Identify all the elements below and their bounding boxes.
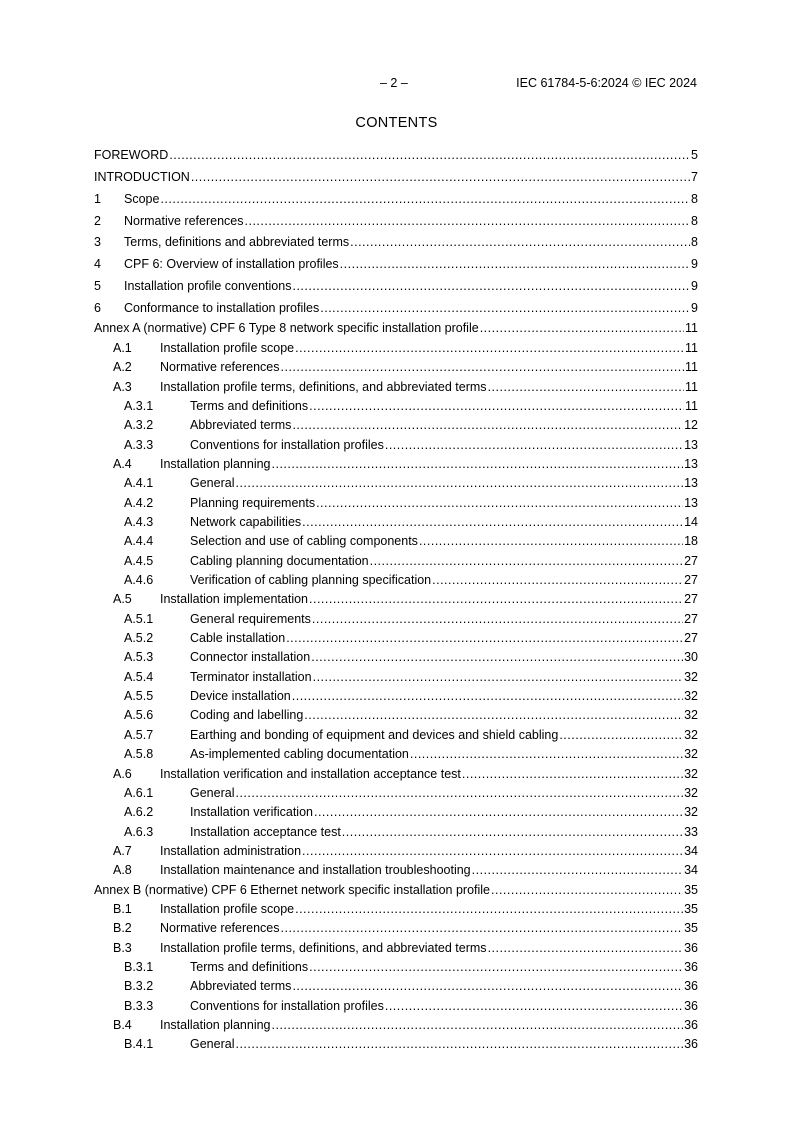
toc-entry[interactable] (94, 513, 698, 531)
toc-entry-title: Installation implementation (160, 592, 308, 607)
toc-entry[interactable] (94, 861, 698, 879)
toc-entry[interactable] (94, 977, 698, 995)
toc-entry-title: INTRODUCTION (94, 169, 190, 184)
toc-entry-title: Abbreviated terms (190, 979, 292, 994)
toc-entry-title: Planning requirements (190, 495, 316, 510)
toc-entry-number: A.5.7 (124, 727, 154, 742)
toc-entry[interactable] (94, 687, 698, 705)
toc-entry[interactable] (94, 212, 698, 230)
toc-entry-page: 11 (685, 379, 698, 394)
toc-entry-page: 34 (684, 843, 698, 858)
toc-entry-number: A.5.2 (124, 631, 154, 646)
toc-entry-page: 27 (684, 631, 698, 646)
toc-entry[interactable] (94, 726, 698, 744)
toc-entry-number: A.5.1 (124, 611, 154, 626)
toc-entry[interactable] (94, 168, 698, 186)
toc-entry-title: Abbreviated terms (190, 418, 292, 433)
dot-leader (281, 919, 684, 937)
toc-entry-title: FOREWORD (94, 148, 169, 162)
toc-entry-page: 35 (684, 882, 698, 897)
toc-entry-title: Device installation (190, 689, 291, 704)
toc-entry-number: B.4.1 (124, 1037, 154, 1052)
toc-entry-title: Installation administration (160, 843, 302, 858)
dot-leader (309, 397, 684, 415)
toc-entry[interactable] (94, 648, 698, 666)
toc-entry[interactable] (94, 319, 698, 337)
dot-leader (316, 494, 683, 512)
toc-entry-page: 9 (691, 279, 698, 294)
toc-entry-title: Network capabilities (190, 514, 302, 529)
dot-leader (292, 977, 683, 995)
toc-entry-title: As-implemented cabling documentation (190, 747, 409, 762)
toc-entry-page: 9 (691, 257, 698, 272)
toc-entry-title: Installation planning (160, 456, 271, 471)
toc-entry[interactable] (94, 277, 698, 295)
toc-entry[interactable] (94, 745, 698, 763)
toc-entry-page: 36 (684, 960, 698, 974)
toc-entry-title: Normative references (160, 921, 280, 936)
dot-leader (314, 803, 683, 821)
toc-entry-title: Annex B (normative) CPF 6 Ethernet network specific installation profile (94, 882, 491, 897)
toc-entry-number: A.6.1 (124, 785, 154, 800)
dot-leader (304, 706, 683, 724)
dot-leader (312, 610, 683, 628)
toc-entry-page: 5 (691, 148, 698, 162)
dot-leader (295, 339, 684, 357)
page-number: – 2 – (380, 76, 408, 90)
toc-entry-number: 3 (94, 235, 101, 250)
toc-entry-title: Verification of cabling planning specification (190, 573, 432, 587)
toc-entry-page: 36 (684, 940, 698, 955)
dot-leader (320, 299, 690, 317)
standard-designation: IEC 61784-5-6:2024 © IEC 2024 (516, 76, 697, 90)
toc-entry-title: Terms and definitions (190, 398, 309, 413)
toc-entry[interactable] (94, 629, 698, 647)
toc-entry[interactable] (94, 552, 698, 570)
toc-entry-number: A.7 (113, 843, 132, 858)
toc-entry-number: 4 (94, 257, 101, 272)
toc-entry-number: A.5.3 (124, 650, 154, 665)
toc-entry-title: Installation profile scope (160, 340, 295, 355)
page-title: CONTENTS (355, 115, 438, 131)
toc-entry-number: B.3 (113, 940, 132, 955)
toc-entry-page: 33 (684, 824, 698, 839)
dot-leader (432, 571, 683, 589)
toc-entry-number: A.5.5 (124, 689, 154, 704)
toc-entry-page: 36 (684, 1018, 698, 1033)
toc-entry-page: 30 (684, 650, 698, 665)
toc-entry-title: Installation planning (160, 1018, 271, 1033)
toc-entry-number: A.4.4 (124, 534, 154, 549)
toc-entry[interactable] (94, 958, 698, 976)
toc-entry[interactable] (94, 1035, 698, 1053)
toc-entry-number: A.6.3 (124, 824, 154, 839)
toc-entry-page: 12 (684, 418, 698, 433)
toc-entry-page: 32 (684, 689, 698, 704)
toc-entry-page: 11 (685, 360, 698, 375)
toc-entry-title: General (190, 476, 235, 491)
toc-entry-number: A.3.1 (124, 398, 154, 413)
toc-entry-number: B.3.2 (124, 979, 154, 994)
toc-entry-title: Installation verification (190, 805, 313, 820)
toc-entry[interactable] (94, 378, 698, 396)
toc-entry-page: 8 (691, 213, 698, 228)
dot-leader (295, 900, 683, 918)
toc-entry-page: 32 (684, 747, 698, 762)
toc-entry-page: 13 (684, 456, 698, 471)
toc-entry-number: A.5 (113, 592, 132, 607)
toc-entry-number: A.6 (113, 766, 132, 781)
dot-leader (292, 416, 683, 434)
dot-leader (410, 745, 683, 763)
toc-entry-number: A.2 (113, 360, 132, 375)
dot-leader (491, 881, 683, 899)
toc-entry-page: 27 (684, 573, 698, 587)
toc-entry-page: 34 (684, 863, 698, 878)
dot-leader (311, 648, 683, 666)
toc-entry-number: B.4 (113, 1018, 132, 1033)
toc-entry-title: Conventions for installation profiles (190, 437, 384, 452)
dot-leader (385, 436, 683, 454)
toc-entry-number: A.5.4 (124, 669, 154, 684)
toc-entry-number: B.3.1 (124, 960, 154, 974)
toc-entry-number: B.1 (113, 901, 132, 916)
dot-leader (309, 590, 683, 608)
dot-leader (370, 552, 683, 570)
dot-leader (419, 532, 683, 550)
dot-leader (342, 823, 683, 841)
toc-entry-number: B.2 (113, 921, 132, 936)
toc-entry-page: 13 (684, 437, 698, 452)
toc-entry[interactable] (94, 823, 698, 841)
toc-entry-page: 32 (684, 805, 698, 820)
toc-entry-page: 36 (684, 979, 698, 994)
toc-entry-number: A.4.6 (124, 573, 154, 587)
toc-entry-title: Scope (124, 191, 160, 206)
toc-entry-number: B.3.3 (124, 998, 154, 1013)
toc-entry[interactable] (94, 900, 698, 918)
dot-leader (235, 474, 683, 492)
toc-entry[interactable] (94, 397, 698, 415)
toc-entry-title: Coding and labelling (190, 708, 304, 723)
toc-entry-number: A.4.3 (124, 514, 154, 529)
dot-leader (235, 1035, 683, 1053)
toc-entry[interactable] (94, 668, 698, 686)
toc-entry-title: Connector installation (190, 650, 311, 665)
toc-entry-page: 32 (684, 708, 698, 723)
toc-entry-page: 32 (684, 766, 698, 781)
toc-entry-title: Cable installation (190, 631, 286, 646)
toc-entry-number: A.4 (113, 456, 132, 471)
dot-leader (245, 212, 691, 230)
toc-entry[interactable] (94, 358, 698, 376)
dot-leader (309, 958, 683, 976)
toc-entry-page: 14 (684, 514, 698, 529)
toc-entry-number: A.4.5 (124, 553, 154, 568)
toc-entry[interactable] (94, 881, 698, 899)
toc-entry[interactable] (94, 299, 698, 317)
toc-entry-title: Cabling planning documentation (190, 553, 369, 568)
dot-leader (559, 726, 683, 744)
dot-leader (313, 668, 684, 686)
toc-entry-title: Conventions for installation profiles (190, 998, 384, 1013)
toc-entry-title: General (190, 785, 235, 800)
toc-entry[interactable] (94, 610, 698, 628)
toc-entry[interactable] (94, 494, 698, 512)
toc-entry-number: A.3 (113, 379, 132, 394)
toc-entry-number: A.4.1 (124, 476, 154, 491)
toc-entry-title: Installation maintenance and installation troubleshooting (160, 863, 471, 878)
toc-entry-title: Conformance to installation profiles (124, 300, 320, 315)
toc-entry[interactable] (94, 532, 698, 550)
toc-entry[interactable] (94, 590, 698, 608)
toc-entry-title: Installation profile conventions (124, 279, 292, 294)
toc-entry-page: 11 (685, 321, 698, 336)
dot-leader (292, 277, 690, 295)
toc-entry[interactable] (94, 255, 698, 273)
toc-entry-number: A.3.2 (124, 418, 154, 433)
toc-entry-title: Installation profile terms, definitions, and abbreviated terms (160, 379, 487, 394)
toc-entry[interactable] (94, 939, 698, 957)
toc-entry-title: General (190, 1037, 235, 1052)
dot-leader (191, 168, 690, 186)
toc-entry-page: 27 (684, 553, 698, 568)
dot-leader (472, 861, 683, 879)
toc-entry[interactable] (94, 233, 698, 251)
dot-leader (292, 687, 683, 705)
toc-entry[interactable] (94, 339, 698, 357)
toc-entry[interactable] (94, 1016, 698, 1034)
toc-entry[interactable] (94, 436, 698, 454)
toc-entry-page: 36 (684, 1037, 698, 1052)
toc-entry[interactable] (94, 190, 698, 208)
toc-entry-number: 1 (94, 191, 101, 206)
toc-entry[interactable] (94, 571, 698, 589)
toc-entry[interactable] (94, 706, 698, 724)
dot-leader (281, 358, 685, 376)
toc-entry-title: Installation profile terms, definitions, and abbreviated terms (160, 940, 487, 955)
toc-entry-page: 32 (684, 669, 698, 684)
toc-entry-number: A.5.8 (124, 747, 154, 762)
toc-entry-page: 27 (684, 592, 698, 607)
dot-leader (272, 455, 684, 473)
toc-entry-number: 2 (94, 213, 101, 228)
toc-entry-number: A.3.3 (124, 437, 154, 452)
toc-entry-title: Installation verification and installation acceptance test (160, 766, 461, 781)
toc-entry-number: A.5.6 (124, 708, 154, 723)
toc-entry[interactable] (94, 416, 698, 434)
toc-entry[interactable] (94, 146, 698, 164)
dot-leader (302, 513, 683, 531)
toc-entry-title: Terms and definitions (190, 960, 309, 974)
toc-entry-title: Annex A (normative) CPF 6 Type 8 network specific installation profile (94, 321, 479, 336)
toc-entry-page: 11 (685, 398, 698, 413)
dot-leader (385, 997, 683, 1015)
toc-entry-page: 32 (684, 727, 698, 742)
dot-leader (488, 378, 684, 396)
toc-entry-number: 6 (94, 300, 101, 315)
toc-entry[interactable] (94, 919, 698, 937)
toc-entry-title: Installation acceptance test (190, 824, 341, 839)
toc-entry-number: 5 (94, 279, 101, 294)
toc-entry-page: 9 (691, 300, 698, 315)
toc-entry-page: 8 (691, 235, 698, 250)
dot-leader (286, 629, 683, 647)
toc-entry-title: Selection and use of cabling components (190, 534, 418, 549)
toc-entry-page: 11 (685, 340, 698, 355)
dot-leader (169, 146, 690, 164)
toc-entry-title: CPF 6: Overview of installation profiles (124, 257, 339, 272)
toc-entry-page: 7 (691, 169, 698, 184)
dot-leader (235, 784, 683, 802)
toc-entry-number: A.4.2 (124, 495, 154, 510)
toc-entry-page: 32 (684, 785, 698, 800)
toc-entry-title: Terms, definitions and abbreviated terms (124, 235, 350, 250)
toc-entry-page: 18 (684, 534, 698, 549)
dot-leader (160, 190, 690, 208)
toc-entry-page: 35 (684, 901, 698, 916)
toc-entry[interactable] (94, 803, 698, 821)
toc-entry-page: 13 (684, 476, 698, 491)
toc-entry-number: A.1 (113, 340, 132, 355)
toc-entry[interactable] (94, 765, 698, 783)
toc-entry-title: Normative references (124, 213, 244, 228)
dot-leader (480, 319, 684, 337)
dot-leader (488, 939, 684, 957)
toc-entry-title: General requirements (190, 611, 311, 626)
toc-entry-number: A.6.2 (124, 805, 154, 820)
dot-leader (350, 233, 690, 251)
toc-entry[interactable] (94, 455, 698, 473)
toc-entry-page: 35 (684, 921, 698, 936)
toc-entry[interactable] (94, 997, 698, 1015)
toc-entry-page: 27 (684, 611, 698, 626)
toc-entry-title: Earthing and bonding of equipment and devices and shield cabling (190, 727, 559, 742)
dot-leader (272, 1016, 684, 1034)
toc-entry-page: 36 (684, 998, 698, 1013)
toc-entry-number: A.8 (113, 863, 132, 878)
toc-entry-title: Installation profile scope (160, 901, 295, 916)
dot-leader (302, 842, 683, 860)
toc-entry-title: Normative references (160, 360, 280, 375)
toc-entry-title: Terminator installation (190, 669, 312, 684)
toc-entry[interactable] (94, 784, 698, 802)
dot-leader (462, 765, 683, 783)
toc-entry-page: 8 (691, 191, 698, 206)
toc-entry[interactable] (94, 842, 698, 860)
toc-entry-page: 13 (684, 495, 698, 510)
dot-leader (340, 255, 690, 273)
toc-entry[interactable] (94, 474, 698, 492)
